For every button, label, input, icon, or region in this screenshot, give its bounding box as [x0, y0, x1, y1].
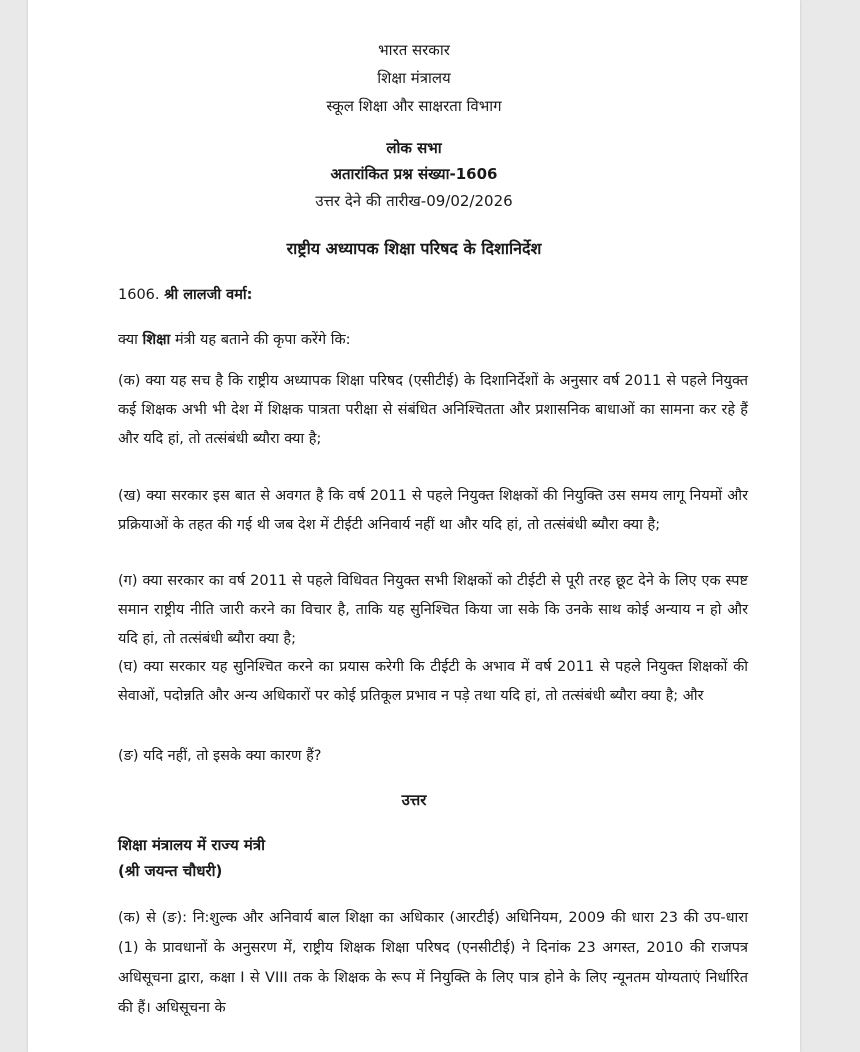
intro-suffix: मंत्री यह बताने की कृपा करेंगे कि: — [174, 332, 351, 348]
house-name: लोक सभा — [386, 139, 442, 157]
question-number: 1606. — [118, 287, 160, 303]
question-member-line — [118, 284, 252, 304]
member-name: श्री लालजी वर्मा: — [164, 287, 253, 303]
minister-name: (श्री जयन्त चौधरी) — [118, 862, 223, 880]
question-type: अतारांकित प्रश्न संख्या-1606 — [330, 165, 498, 183]
question-intro — [118, 329, 351, 349]
intro-bold: शिक्षा — [142, 332, 171, 348]
answer-text: (क) से (ङ): नि:शुल्क और अनिवार्य बाल शिक्षा का अधिकार (आरटीई) अधिनियम, 2009 की धारा 23 की उप-धारा (1) के प्रावधानों के अनुसरण में, राष्ट्रीय शिक्षक शिक्षा परिषद (एनसीटीई) ने दिनांक 23 अगस्त, 2010 की राजपत्र अधिसूचना द्वारा, कक्षा I से VIII तक के शिक्षक के रूप में नियुक्ति के लिए पात्र होने के लिए न्यूनतम योग्यताएं निर्धारित की हैं। अधिसूचना के — [118, 910, 748, 1016]
answer-heading: उत्तर — [401, 791, 427, 809]
question-part-gha: (घ) क्या सरकार यह सुनिश्चित करने का प्रयास करेगी कि टीईटी के अभाव में वर्ष 2011 से पहले नियुक्त शिक्षकों की सेवाओं, पदोन्नति और अन्य अधिकारों पर कोई प्रतिकूल प्रभाव न पड़े तथा यदि हां, तो तत्संबंधी ब्यौरा क्या है; और — [118, 659, 748, 704]
answer-date: उत्तर देने की तारीख-09/02/2026 — [315, 192, 513, 210]
ministry-line: शिक्षा मंत्रालय — [377, 69, 451, 87]
department-line: स्कूल शिक्षा और साक्षरता विभाग — [326, 97, 502, 115]
document-page — [28, 0, 800, 1052]
govt-line: भारत सरकार — [378, 41, 450, 59]
minister-title: शिक्षा मंत्रालय में राज्य मंत्री — [118, 836, 266, 854]
intro-prefix: क्या — [118, 332, 138, 348]
question-part-ga: (ग) क्या सरकार का वर्ष 2011 से पहले विधिवत नियुक्त सभी शिक्षकों को टीईटी से पूरी तरह छूट देने के लिए एक स्पष्ट समान राष्ट्रीय नीति जारी करने का विचार है, ताकि यह सुनिश्चित किया जा सके कि उनके साथ कोई अन्याय न हो और यदि हां, तो तत्संबंधी ब्यौरा क्या है; — [118, 573, 748, 647]
question-part-nga: (ङ) यदि नहीं, तो इसके क्या कारण हैं? — [118, 748, 322, 764]
question-part-ka: (क) क्या यह सच है कि राष्ट्रीय अध्यापक शिक्षा परिषद (एसीटीई) के दिशानिर्देशों के अनुसार वर्ष 2011 से पहले नियुक्त कई शिक्षक अभी भी देश में शिक्षक पात्रता परीक्षा से संबंधित अनिश्चितता और प्रशासनिक बाधाओं का सामना कर रहे हैं और यदि हां, तो तत्संबंधी ब्यौरा क्या है; — [118, 373, 748, 447]
question-part-kha: (ख) क्या सरकार इस बात से अवगत है कि वर्ष 2011 से पहले नियुक्त शिक्षकों की नियुक्ति उस समय लागू नियमों और प्रक्रियाओं के तहत की गई थी जब देश में टीईटी अनिवार्य नहीं था और यदि हां, तो तत्संबंधी ब्यौरा क्या है; — [118, 488, 748, 533]
subject-title: राष्ट्रीय अध्यापक शिक्षा परिषद के दिशानिर्देश — [286, 239, 542, 258]
